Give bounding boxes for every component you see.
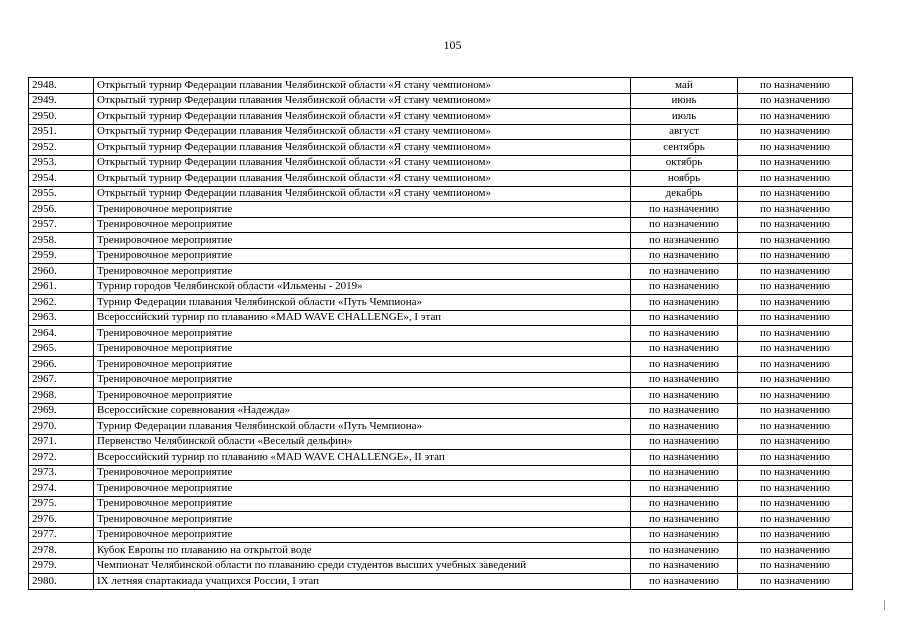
events-table bbox=[28, 77, 853, 590]
event-name: Тренировочное мероприятие bbox=[94, 233, 631, 249]
event-note: по назначению bbox=[738, 295, 853, 311]
event-month: август bbox=[631, 124, 738, 140]
table-row bbox=[29, 574, 853, 590]
event-note: по назначению bbox=[738, 388, 853, 404]
event-month: июнь bbox=[631, 93, 738, 109]
table-row bbox=[29, 403, 853, 419]
event-month: сентябрь bbox=[631, 140, 738, 156]
event-name: Тренировочное мероприятие bbox=[94, 202, 631, 218]
event-note: по назначению bbox=[738, 109, 853, 125]
row-number: 2977. bbox=[29, 527, 94, 543]
event-month: по назначению bbox=[631, 450, 738, 466]
table-row bbox=[29, 527, 853, 543]
event-note: по назначению bbox=[738, 434, 853, 450]
table-row bbox=[29, 93, 853, 109]
event-name: Открытый турнир Федерации плавания Челябинской области «Я стану чемпионом» bbox=[94, 186, 631, 202]
table-row bbox=[29, 171, 853, 187]
row-number: 2973. bbox=[29, 465, 94, 481]
event-note: по назначению bbox=[738, 419, 853, 435]
event-name: Тренировочное мероприятие bbox=[94, 512, 631, 528]
event-note: по назначению bbox=[738, 574, 853, 590]
row-number: 2963. bbox=[29, 310, 94, 326]
event-month: по назначению bbox=[631, 527, 738, 543]
event-note: по назначению bbox=[738, 512, 853, 528]
event-note: по назначению bbox=[738, 403, 853, 419]
table-row bbox=[29, 512, 853, 528]
table-row bbox=[29, 140, 853, 156]
table-row bbox=[29, 155, 853, 171]
event-note: по назначению bbox=[738, 357, 853, 373]
row-number: 2966. bbox=[29, 357, 94, 373]
event-name: Открытый турнир Федерации плавания Челябинской области «Я стану чемпионом» bbox=[94, 78, 631, 94]
event-name: Открытый турнир Федерации плавания Челябинской области «Я стану чемпионом» bbox=[94, 155, 631, 171]
event-name: Турнир Федерации плавания Челябинской области «Путь Чемпиона» bbox=[94, 295, 631, 311]
row-number: 2972. bbox=[29, 450, 94, 466]
table-row bbox=[29, 217, 853, 233]
event-month: по назначению bbox=[631, 357, 738, 373]
table-row bbox=[29, 186, 853, 202]
event-name: Тренировочное мероприятие bbox=[94, 217, 631, 233]
event-month: по назначению bbox=[631, 326, 738, 342]
event-name: Всероссийский турнир по плаванию «MAD WAVE CHALLENGE», I этап bbox=[94, 310, 631, 326]
row-number: 2951. bbox=[29, 124, 94, 140]
event-name: Тренировочное мероприятие bbox=[94, 372, 631, 388]
event-note: по назначению bbox=[738, 341, 853, 357]
page-number: 105 bbox=[443, 38, 462, 52]
event-note: по назначению bbox=[738, 155, 853, 171]
event-name: Тренировочное мероприятие bbox=[94, 496, 631, 512]
row-number: 2970. bbox=[29, 419, 94, 435]
table-row bbox=[29, 465, 853, 481]
event-note: по назначению bbox=[738, 186, 853, 202]
event-note: по назначению bbox=[738, 310, 853, 326]
table-row bbox=[29, 326, 853, 342]
event-note: по назначению bbox=[738, 558, 853, 574]
event-note: по назначению bbox=[738, 496, 853, 512]
table-row bbox=[29, 543, 853, 559]
event-month: по назначению bbox=[631, 372, 738, 388]
event-month: по назначению bbox=[631, 481, 738, 497]
event-name: Открытый турнир Федерации плавания Челябинской области «Я стану чемпионом» bbox=[94, 124, 631, 140]
row-number: 2965. bbox=[29, 341, 94, 357]
table-row bbox=[29, 264, 853, 280]
event-name: Тренировочное мероприятие bbox=[94, 388, 631, 404]
event-note: по назначению bbox=[738, 78, 853, 94]
event-name: Первенство Челябинской области «Веселый дельфин» bbox=[94, 434, 631, 450]
row-number: 2964. bbox=[29, 326, 94, 342]
table-row bbox=[29, 109, 853, 125]
event-month: по назначению bbox=[631, 264, 738, 280]
row-number: 2975. bbox=[29, 496, 94, 512]
event-month: по назначению bbox=[631, 419, 738, 435]
event-name: Тренировочное мероприятие bbox=[94, 357, 631, 373]
table-row bbox=[29, 295, 853, 311]
event-name: Открытый турнир Федерации плавания Челябинской области «Я стану чемпионом» bbox=[94, 109, 631, 125]
table-row bbox=[29, 558, 853, 574]
event-name: Турнир Федерации плавания Челябинской области «Путь Чемпиона» bbox=[94, 419, 631, 435]
table-row bbox=[29, 419, 853, 435]
table-row bbox=[29, 78, 853, 94]
row-number: 2952. bbox=[29, 140, 94, 156]
event-name: Тренировочное мероприятие bbox=[94, 248, 631, 264]
row-number: 2957. bbox=[29, 217, 94, 233]
table-row bbox=[29, 202, 853, 218]
event-month: по назначению bbox=[631, 233, 738, 249]
event-name: Открытый турнир Федерации плавания Челябинской области «Я стану чемпионом» bbox=[94, 93, 631, 109]
event-name: Всероссийские соревнования «Надежда» bbox=[94, 403, 631, 419]
event-month: по назначению bbox=[631, 202, 738, 218]
event-month: по назначению bbox=[631, 496, 738, 512]
event-month: июль bbox=[631, 109, 738, 125]
event-month: по назначению bbox=[631, 217, 738, 233]
row-number: 2980. bbox=[29, 574, 94, 590]
table-row bbox=[29, 310, 853, 326]
row-number: 2956. bbox=[29, 202, 94, 218]
event-month: по назначению bbox=[631, 543, 738, 559]
row-number: 2979. bbox=[29, 558, 94, 574]
row-number: 2976. bbox=[29, 512, 94, 528]
event-note: по назначению bbox=[738, 93, 853, 109]
table-row bbox=[29, 496, 853, 512]
event-note: по назначению bbox=[738, 543, 853, 559]
event-month: по назначению bbox=[631, 512, 738, 528]
event-name: Открытый турнир Федерации плавания Челябинской области «Я стану чемпионом» bbox=[94, 140, 631, 156]
table-row bbox=[29, 434, 853, 450]
event-month: по назначению bbox=[631, 574, 738, 590]
event-note: по назначению bbox=[738, 171, 853, 187]
event-note: по назначению bbox=[738, 202, 853, 218]
event-month: по назначению bbox=[631, 388, 738, 404]
table-row bbox=[29, 450, 853, 466]
event-month: по назначению bbox=[631, 558, 738, 574]
event-note: по назначению bbox=[738, 233, 853, 249]
event-name: Чемпионат Челябинской области по плаванию среди студентов высших учебных заведений bbox=[94, 558, 631, 574]
table-row bbox=[29, 481, 853, 497]
row-number: 2955. bbox=[29, 186, 94, 202]
row-number: 2974. bbox=[29, 481, 94, 497]
event-note: по назначению bbox=[738, 264, 853, 280]
row-number: 2949. bbox=[29, 93, 94, 109]
row-number: 2962. bbox=[29, 295, 94, 311]
table-row bbox=[29, 388, 853, 404]
event-month: декабрь bbox=[631, 186, 738, 202]
event-month: по назначению bbox=[631, 403, 738, 419]
event-note: по назначению bbox=[738, 372, 853, 388]
event-name: Тренировочное мероприятие bbox=[94, 465, 631, 481]
table-row bbox=[29, 279, 853, 295]
table-row bbox=[29, 124, 853, 140]
row-number: 2959. bbox=[29, 248, 94, 264]
row-number: 2954. bbox=[29, 171, 94, 187]
event-note: по назначению bbox=[738, 527, 853, 543]
event-note: по назначению bbox=[738, 450, 853, 466]
event-name: Тренировочное мероприятие bbox=[94, 481, 631, 497]
row-number: 2967. bbox=[29, 372, 94, 388]
scan-mark bbox=[884, 600, 885, 610]
event-name: Кубок Европы по плаванию на открытой воде bbox=[94, 543, 631, 559]
table-row bbox=[29, 372, 853, 388]
row-number: 2960. bbox=[29, 264, 94, 280]
event-name: Всероссийский турнир по плаванию «MAD WAVE CHALLENGE», II этап bbox=[94, 450, 631, 466]
row-number: 2950. bbox=[29, 109, 94, 125]
row-number: 2948. bbox=[29, 78, 94, 94]
events-table-body bbox=[29, 78, 853, 590]
event-note: по назначению bbox=[738, 279, 853, 295]
event-month: ноябрь bbox=[631, 171, 738, 187]
event-month: по назначению bbox=[631, 434, 738, 450]
row-number: 2968. bbox=[29, 388, 94, 404]
event-name: Турнир городов Челябинской области «Ильмены - 2019» bbox=[94, 279, 631, 295]
row-number: 2978. bbox=[29, 543, 94, 559]
event-month: май bbox=[631, 78, 738, 94]
table-row bbox=[29, 233, 853, 249]
event-month: октябрь bbox=[631, 155, 738, 171]
event-name: Тренировочное мероприятие bbox=[94, 326, 631, 342]
row-number: 2971. bbox=[29, 434, 94, 450]
event-month: по назначению bbox=[631, 341, 738, 357]
event-name: Открытый турнир Федерации плавания Челябинской области «Я стану чемпионом» bbox=[94, 171, 631, 187]
event-note: по назначению bbox=[738, 326, 853, 342]
event-note: по назначению bbox=[738, 465, 853, 481]
row-number: 2969. bbox=[29, 403, 94, 419]
event-month: по назначению bbox=[631, 295, 738, 311]
event-name: Тренировочное мероприятие bbox=[94, 264, 631, 280]
table-row bbox=[29, 357, 853, 373]
event-note: по назначению bbox=[738, 217, 853, 233]
table-row bbox=[29, 248, 853, 264]
row-number: 2961. bbox=[29, 279, 94, 295]
event-note: по назначению bbox=[738, 140, 853, 156]
event-month: по назначению bbox=[631, 465, 738, 481]
event-month: по назначению bbox=[631, 310, 738, 326]
table-row bbox=[29, 341, 853, 357]
event-name: Тренировочное мероприятие bbox=[94, 527, 631, 543]
event-month: по назначению bbox=[631, 279, 738, 295]
row-number: 2953. bbox=[29, 155, 94, 171]
event-month: по назначению bbox=[631, 248, 738, 264]
event-note: по назначению bbox=[738, 481, 853, 497]
event-note: по назначению bbox=[738, 248, 853, 264]
event-note: по назначению bbox=[738, 124, 853, 140]
event-name: IX летняя спартакиада учащихся России, I этап bbox=[94, 574, 631, 590]
row-number: 2958. bbox=[29, 233, 94, 249]
event-name: Тренировочное мероприятие bbox=[94, 341, 631, 357]
